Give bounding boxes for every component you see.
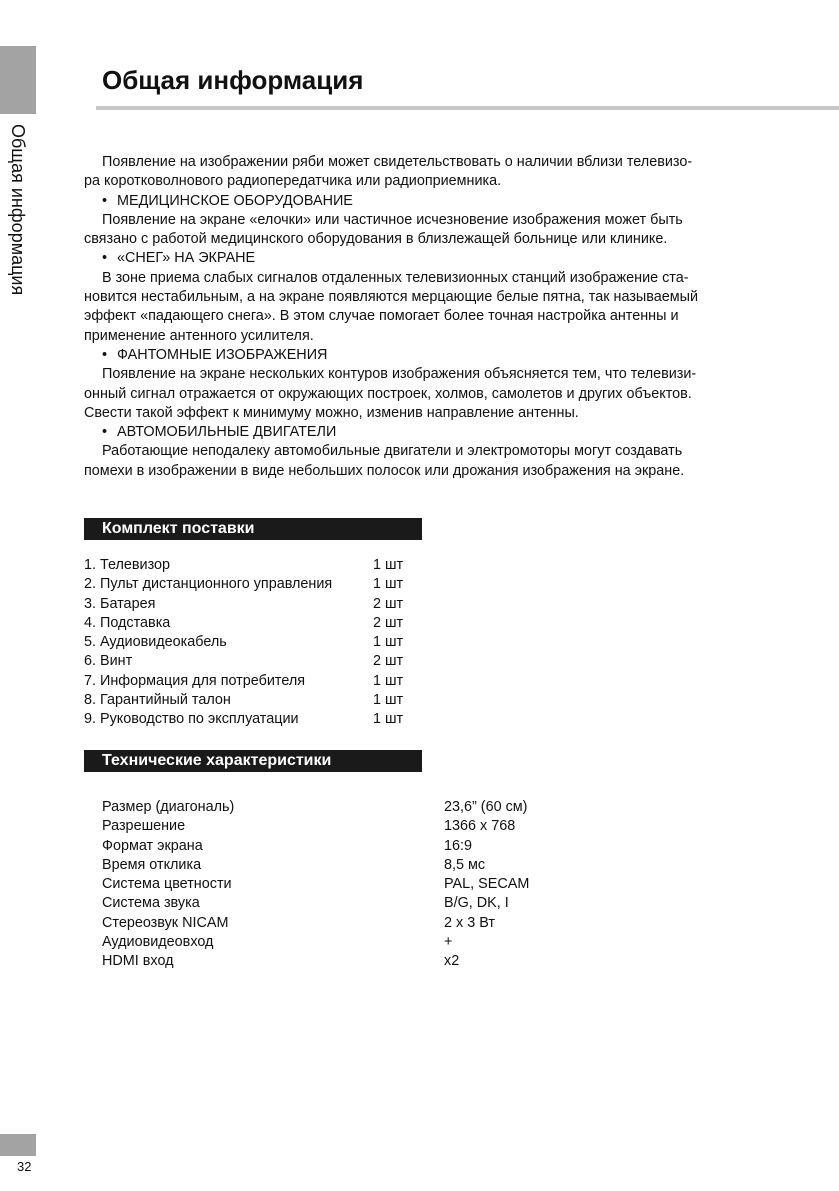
kit-item-name: 3. Батарея [84, 595, 156, 612]
kit-item-qty: 2 шт [373, 595, 404, 612]
paragraph-line: ра коротковолнового радиопередатчика или радиоприемника. [84, 173, 502, 190]
paragraph-line: В зоне приема слабых сигналов отдаленных телевизионных станций изображение ста- [102, 269, 689, 286]
bullet-heading [84, 249, 784, 268]
kit-item [84, 672, 424, 691]
kit-item-name: 7. Информация для потребителя [84, 672, 306, 689]
kit-item [84, 575, 424, 594]
kit-item-qty: 2 шт [373, 653, 404, 670]
kit-item [84, 556, 424, 575]
kit-item-name: 8. Гарантийный талон [84, 692, 231, 709]
paragraph-line: новится нестабильным, а на экране появляются мерцающие белые пятна, так называемый [84, 289, 699, 306]
paragraph-line: Появление на экране «елочки» или частичное исчезновение изображения может быть [102, 211, 683, 228]
spec-row [102, 837, 602, 856]
bullet-icon: • [102, 424, 108, 441]
paragraph-line: онный сигнал отражается от окружающих построек, холмов, самолетов и других объектов. [84, 385, 692, 402]
spec-value: PAL, SECAM [444, 876, 530, 893]
spec-value: 23,6” (60 см) [444, 799, 528, 815]
kit-item-name: 4. Подставка [84, 614, 171, 631]
spec-value: 8,5 мс [444, 856, 486, 873]
paragraph-line: связано с работой медицинского оборудования в близлежащей больнице или клинике. [84, 231, 668, 248]
page-number-marker [0, 1134, 36, 1156]
kit-item-name: 9. Руководство по эксплуатации [84, 711, 299, 728]
kit-item-name: 1. Телевизор [84, 557, 171, 573]
bullet-text: «СНЕГ» НА ЭКРАНЕ [117, 250, 256, 267]
spec-label: Стереозвук NICAM [102, 914, 229, 931]
spec-label: Размер (диагональ) [102, 799, 235, 815]
paragraph-line: Работающие неподалеку автомобильные двигатели и электромоторы могут создавать [102, 443, 683, 460]
paragraph-line: применение антенного усилителя. [84, 327, 314, 344]
spec-row [102, 952, 602, 971]
spec-label: HDMI вход [102, 953, 174, 970]
bullet-icon: • [102, 250, 108, 267]
spec-label: Система цветности [102, 876, 232, 893]
specs-list [102, 798, 602, 972]
spec-value: + [444, 934, 453, 951]
side-section-label: Общая информация [8, 124, 28, 296]
paragraph-line: Появление на экране нескольких контуров изображения объясняется тем, что телевизи- [102, 366, 697, 383]
bullet-icon: • [102, 346, 108, 363]
paragraph-line: эффект «падающего снега». В этом случае помогает более точная настройка антенны и [84, 308, 679, 325]
spec-label: Разрешение [102, 818, 186, 835]
title-divider [96, 106, 839, 110]
side-tab-marker [0, 46, 36, 114]
kit-list [84, 556, 424, 730]
body-text [84, 153, 784, 481]
page-number: 32 [17, 1159, 32, 1174]
paragraph-line: Появление на изображении ряби может свидетельствовать о наличии вблизи телевизо- [102, 154, 693, 170]
bullet-text: АВТОМОБИЛЬНЫЕ ДВИГАТЕЛИ [117, 424, 337, 441]
spec-row [102, 914, 602, 933]
spec-row [102, 933, 602, 952]
kit-item [84, 710, 424, 729]
kit-item-name: 2. Пульт дистанционного управления [84, 576, 333, 593]
spec-value: B/G, DK, I [444, 895, 509, 912]
kit-heading: Комплект поставки [84, 518, 422, 540]
specs-heading: Технические характеристики [84, 750, 422, 772]
kit-item [84, 633, 424, 652]
spec-label: Формат экрана [102, 837, 203, 854]
spec-value: 1366 х 768 [444, 818, 516, 835]
spec-value: 16:9 [444, 837, 473, 854]
bullet-heading [84, 192, 784, 211]
spec-label: Аудиовидеовход [102, 934, 214, 951]
spec-row [102, 798, 602, 817]
bullet-text: ФАНТОМНЫЕ ИЗОБРАЖЕНИЯ [117, 346, 328, 363]
spec-value: 2 х 3 Вт [444, 914, 495, 931]
paragraph-line: помехи в изображении в виде небольших полосок или дрожания изображения на экране. [84, 462, 685, 479]
spec-label: Время отклика [102, 856, 202, 873]
kit-item [84, 691, 424, 710]
bullet-icon: • [102, 192, 108, 209]
kit-item-qty: 1 шт [373, 672, 404, 689]
kit-item-qty: 1 шт [373, 692, 404, 709]
spec-value: х2 [444, 953, 460, 970]
page-title: Общая информация [102, 65, 364, 95]
kit-item [84, 614, 424, 633]
paragraph-line: Свести такой эффект к минимуму можно, изменив направление антенны. [84, 404, 579, 421]
spec-row [102, 817, 602, 836]
kit-item-qty: 1 шт [373, 576, 404, 593]
kit-item-qty: 1 шт [373, 557, 404, 573]
kit-item-name: 6. Винт [84, 653, 133, 670]
spec-row [102, 894, 602, 913]
bullet-heading [84, 423, 784, 442]
spec-label: Система звука [102, 895, 200, 912]
kit-item-qty: 1 шт [373, 711, 404, 728]
kit-item [84, 652, 424, 671]
kit-item-name: 5. Аудиовидеокабель [84, 634, 227, 651]
bullet-text: МЕДИЦИНСКОЕ ОБОРУДОВАНИЕ [117, 192, 353, 209]
spec-row [102, 875, 602, 894]
kit-item-qty: 2 шт [373, 614, 404, 631]
kit-item-qty: 1 шт [373, 634, 404, 651]
bullet-heading [84, 346, 784, 365]
spec-row [102, 856, 602, 875]
kit-item [84, 595, 424, 614]
